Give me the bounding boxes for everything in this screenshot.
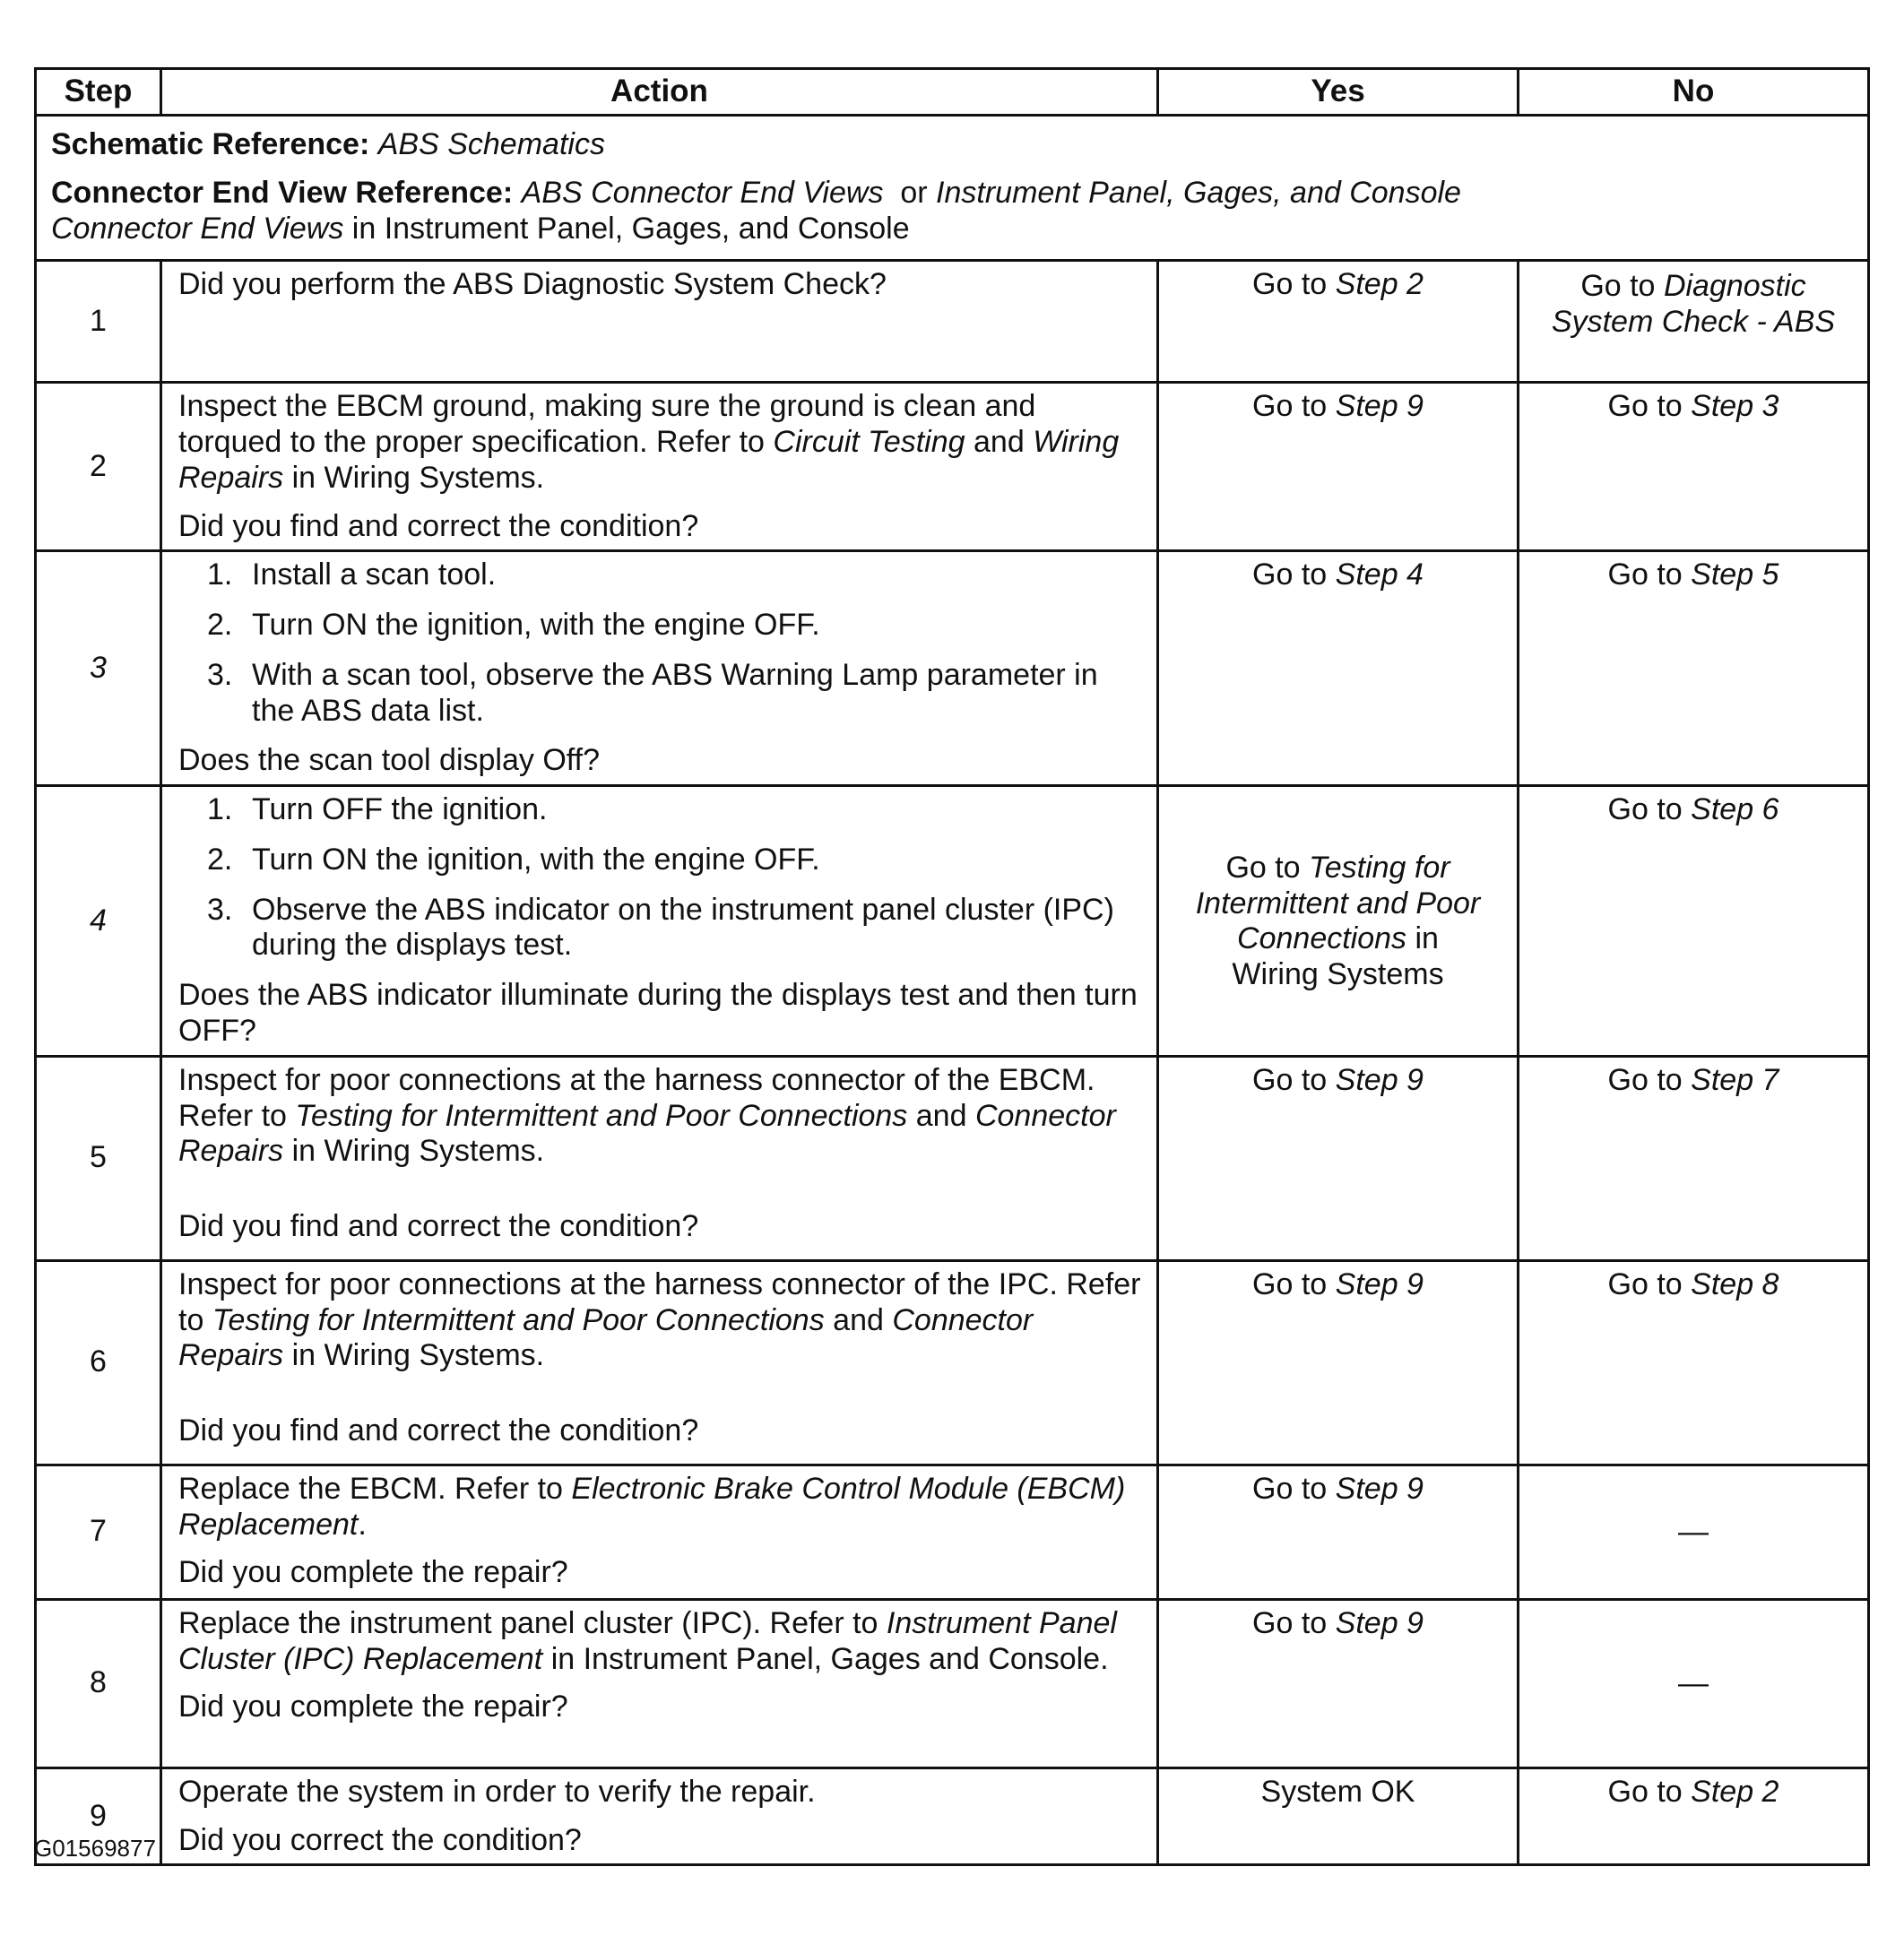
yes-cell (1158, 786, 1519, 1057)
yes-prefix: Go to (1225, 850, 1301, 885)
action-text: and (915, 1098, 967, 1133)
action-cell (161, 261, 1158, 383)
header-action: Action (161, 69, 1158, 116)
yes-cell (1158, 1056, 1519, 1260)
no-prefix: Go to (1607, 1062, 1683, 1097)
connector-reference-link-1: ABS Connector End Views (521, 175, 884, 210)
yes-link: Step 4 (1335, 557, 1424, 592)
yes-prefix: Go to (1252, 1605, 1328, 1640)
action-question: Did you complete the repair? (178, 1690, 568, 1724)
action-step-text: Observe the ABS indicator on the instrument panel cluster (IPC) during the displays test. (252, 892, 1114, 963)
figure-id: G01569877 (34, 1835, 156, 1862)
step-number: 4 (36, 786, 161, 1057)
diagnostic-table (34, 67, 1870, 1866)
no-cell (1519, 786, 1869, 1057)
yes-link-cont: Intermittent and Poor (1195, 886, 1481, 920)
action-step-number: 2. (207, 608, 233, 643)
action-step (178, 792, 1142, 828)
yes-prefix: Go to (1252, 1266, 1328, 1301)
action-step-number: 1. (207, 792, 233, 827)
yes-cell (1158, 551, 1519, 786)
action-instruction (178, 1063, 1142, 1170)
action-cell (161, 383, 1158, 551)
table-row (36, 551, 1869, 786)
table-row (36, 1260, 1869, 1465)
schematic-reference-link: ABS Schematics (377, 127, 605, 161)
no-link: Step 7 (1691, 1062, 1779, 1097)
action-cell (161, 786, 1158, 1057)
action-step-number: 2. (207, 842, 233, 877)
action-text: Inspect for poor connections at the harness connector of the IPC. Refer to (178, 1266, 1141, 1337)
header-step: Step (36, 69, 161, 116)
action-step-text: Install a scan tool. (252, 557, 497, 592)
schematic-reference (51, 127, 1853, 163)
yes-suffix: Wiring Systems (1232, 957, 1444, 992)
action-link: Connector Repairs (178, 1302, 1034, 1373)
action-cell (161, 1767, 1158, 1865)
header-row (36, 69, 1869, 116)
no-link: Step 3 (1691, 389, 1779, 424)
action-text: Inspect for poor connections at the harness connector of the EBCM. Refer to (178, 1062, 1095, 1133)
header-no: No (1519, 69, 1869, 116)
action-link: Connector Repairs (178, 1098, 1116, 1169)
action-step (178, 608, 1142, 644)
yes-link-cont: Connections (1237, 921, 1407, 956)
yes-prefix: Go to (1252, 1062, 1328, 1097)
connector-reference-link-2a: Instrument Panel, Gages, and Console (936, 175, 1461, 210)
no-cell (1519, 551, 1869, 786)
action-question: Did you find and correct the condition? (178, 508, 699, 543)
no-cell (1519, 261, 1869, 383)
no-link: Step 5 (1691, 557, 1779, 592)
action-text: Inspect the EBCM ground, making sure the ground is clean and torqued to the proper specification. Refer to (178, 389, 1036, 460)
no-prefix: Go to (1580, 269, 1656, 304)
step-number: 8 (36, 1599, 161, 1767)
action-link: Testing for Intermittent and Poor Connections (295, 1098, 908, 1133)
yes-cell (1158, 1260, 1519, 1465)
reference-row (36, 116, 1869, 261)
no-link: Step 8 (1691, 1266, 1779, 1301)
action-text: and (974, 425, 1025, 460)
action-cell (161, 1056, 1158, 1260)
no-prefix: Go to (1607, 1774, 1683, 1809)
table-row (36, 1056, 1869, 1260)
action-text: in Instrument Panel, Gages and Console. (550, 1641, 1109, 1676)
action-text: in Wiring Systems. (291, 1338, 545, 1373)
action-text: in Wiring Systems. (291, 460, 545, 495)
action-instruction (178, 1606, 1142, 1678)
action-question: Did you find and correct the condition? (178, 1209, 699, 1244)
no-link: Diagnostic (1663, 269, 1806, 304)
action-question: Did you correct the condition? (178, 1822, 582, 1857)
connector-reference (51, 176, 1853, 247)
yes-link: Step 2 (1335, 267, 1424, 302)
action-cell (161, 1599, 1158, 1767)
action-question: Did you perform the ABS Diagnostic System Check? (178, 267, 887, 302)
step-number: 3 (36, 551, 161, 786)
action-text: Replace the EBCM. Refer to (178, 1471, 563, 1506)
no-cell (1519, 1767, 1869, 1865)
action-text: in Wiring Systems. (291, 1134, 545, 1169)
no-link-cont: System Check - ABS (1551, 305, 1836, 340)
no-link: Step 6 (1691, 792, 1779, 827)
action-cell (161, 1260, 1158, 1465)
yes-cell (1158, 383, 1519, 551)
connector-reference-or: or (900, 175, 928, 210)
action-question: Did you find and correct the condition? (178, 1413, 699, 1448)
action-step (178, 658, 1142, 730)
action-step-text: Turn OFF the ignition. (252, 792, 548, 827)
action-step (178, 893, 1142, 964)
action-instruction (178, 389, 1142, 496)
no-cell (1519, 1260, 1869, 1465)
connector-reference-link-2b: Connector End Views (51, 211, 344, 246)
yes-link: Step 9 (1335, 1266, 1424, 1301)
action-text: . (358, 1507, 367, 1542)
yes-cell (1158, 261, 1519, 383)
table-row (36, 1465, 1869, 1599)
no-cell (1519, 1056, 1869, 1260)
table-row (36, 383, 1869, 551)
no-prefix: Go to (1607, 1266, 1683, 1301)
action-step-number: 3. (207, 657, 233, 692)
action-question: Does the scan tool display Off? (178, 743, 600, 778)
action-step-number: 3. (207, 892, 233, 927)
step-number: 2 (36, 383, 161, 551)
action-step-text: Turn ON the ignition, with the engine OFF. (252, 842, 820, 877)
step-number: 6 (36, 1260, 161, 1465)
action-question: Did you complete the repair? (178, 1555, 568, 1590)
action-step-number: 1. (207, 557, 233, 592)
yes-link: Testing for (1309, 850, 1450, 885)
action-link: Instrument Panel Cluster (IPC) Replacement (178, 1605, 1117, 1676)
step-number: 9 (36, 1767, 161, 1865)
yes-cell (1158, 1599, 1519, 1767)
table-row (36, 1767, 1869, 1865)
no-cell (1519, 383, 1869, 551)
step-number: 1 (36, 261, 161, 383)
no-cell: — (1519, 1465, 1869, 1599)
connector-reference-label: Connector End View Reference: (51, 175, 514, 210)
yes-link: Step 9 (1335, 1062, 1424, 1097)
no-prefix: Go to (1607, 792, 1683, 827)
action-instruction (178, 1472, 1142, 1543)
yes-link: Step 9 (1335, 1471, 1424, 1506)
table-row (36, 786, 1869, 1057)
action-cell (161, 1465, 1158, 1599)
reference-cell (36, 116, 1869, 261)
header-yes: Yes (1158, 69, 1519, 116)
connector-reference-suffix: in Instrument Panel, Gages, and Console (351, 211, 910, 246)
yes-prefix: Go to (1252, 1471, 1328, 1506)
no-link: Step 2 (1691, 1774, 1779, 1809)
yes-prefix: Go to (1252, 267, 1328, 302)
action-text: Replace the instrument panel cluster (IPC). Refer to (178, 1605, 878, 1640)
yes-cell: System OK (1158, 1767, 1519, 1865)
action-step (178, 843, 1142, 878)
yes-link: Step 9 (1335, 1605, 1424, 1640)
no-prefix: Go to (1607, 389, 1683, 424)
action-instruction (178, 1267, 1142, 1374)
action-step (178, 557, 1142, 593)
yes-prefix: Go to (1252, 389, 1328, 424)
yes-link: Step 9 (1335, 389, 1424, 424)
action-instruction: Operate the system in order to verify the repair. (178, 1774, 816, 1809)
yes-suffix: in (1415, 921, 1439, 956)
action-link: Electronic Brake Control Module (EBCM) Replacement (178, 1471, 1126, 1542)
action-cell (161, 551, 1158, 786)
step-number: 5 (36, 1056, 161, 1260)
yes-cell (1158, 1465, 1519, 1599)
action-step-text: Turn ON the ignition, with the engine OFF. (252, 608, 820, 643)
action-link: Wiring Repairs (178, 425, 1120, 495)
action-question: Does the ABS indicator illuminate during the displays test and then turn OFF? (178, 978, 1138, 1049)
action-link: Testing for Intermittent and Poor Connections (212, 1302, 825, 1337)
action-step-text: With a scan tool, observe the ABS Warning Lamp parameter in the ABS data list. (252, 657, 1098, 728)
no-cell: — (1519, 1599, 1869, 1767)
action-steps (178, 557, 1142, 729)
action-link: Circuit Testing (773, 425, 965, 460)
no-prefix: Go to (1607, 557, 1683, 592)
table-row (36, 1599, 1869, 1767)
action-steps (178, 792, 1142, 964)
schematic-reference-label: Schematic Reference: (51, 127, 370, 161)
step-number: 7 (36, 1465, 161, 1599)
action-text: and (833, 1302, 884, 1337)
table-row (36, 261, 1869, 383)
yes-prefix: Go to (1252, 557, 1328, 592)
